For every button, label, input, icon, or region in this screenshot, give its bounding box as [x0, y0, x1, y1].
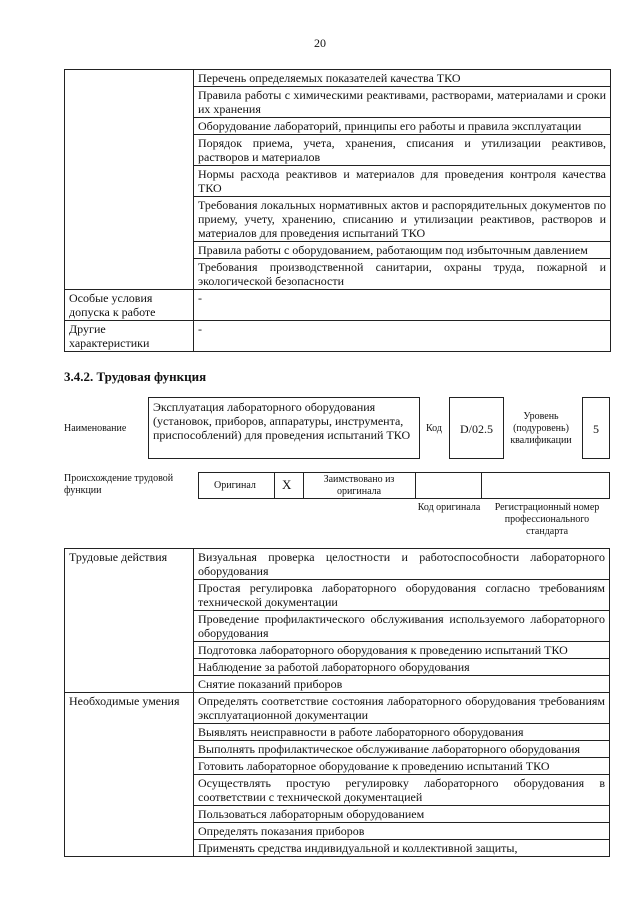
- skill-item: Выявлять неисправности в работе лабораторного оборудования: [194, 724, 610, 741]
- divider: [415, 472, 416, 499]
- code-of-original-caption: Код оригинала: [417, 502, 481, 513]
- table-row: [65, 290, 611, 321]
- skill-item: Выполнять профилактическое обслуживание лабораторного оборудования: [194, 741, 610, 758]
- required-skills-label: Необходимые умения: [65, 693, 194, 857]
- function-name: Эксплуатация лабораторного оборудования (установок, приборов, аппаратуры, инструмента, приспособлений) для проведения испытаний ТКО: [148, 397, 420, 459]
- other-characteristics-value: -: [194, 321, 611, 352]
- empty-label-cell: [65, 70, 194, 290]
- section-title: 3.4.2. Трудовая функция: [64, 369, 207, 384]
- table-row: [65, 321, 611, 352]
- labor-action-item: Простая регулировка лабораторного оборудования согласно требованиям технической документации: [194, 580, 610, 611]
- borrowed-label: Заимствовано из оригинала: [323, 474, 395, 497]
- knowledge-item: Требования производственной санитарии, охраны труда, пожарной и экологической безопасности: [194, 259, 611, 290]
- knowledge-item: Перечень определяемых показателей качества ТКО: [194, 70, 611, 87]
- skill-item: Определять показания приборов: [194, 823, 610, 840]
- code-value: D/02.5: [449, 397, 504, 459]
- skill-item: Применять средства индивидуальной и коллективной защиты,: [194, 840, 610, 857]
- knowledge-item: Требования локальных нормативных актов и распорядительных документов по приему, учету, хранению, списанию и утилизации реактивов, растворов и материалов для проведения испытаний ТКО: [194, 197, 611, 242]
- knowledge-item: Оборудование лабораторий, принципы его работы и правила эксплуатации: [194, 118, 611, 135]
- skill-item: Определять соответствие состояния лабораторного оборудования требованиям эксплуатационной документации: [194, 693, 610, 724]
- knowledge-item: Порядок приема, учета, хранения, списания и утилизации реактивов, растворов и материалов: [194, 135, 611, 166]
- special-conditions-label: Особые условия допуска к работе: [65, 290, 194, 321]
- knowledge-table: [64, 69, 611, 352]
- page-number: 20: [314, 36, 326, 50]
- name-label: Наименование: [64, 423, 127, 434]
- labor-action-item: Снятие показаний приборов: [194, 676, 610, 693]
- skill-item: Готовить лабораторное оборудование к проведению испытаний ТКО: [194, 758, 610, 775]
- divider: [481, 472, 482, 499]
- code-label: Код: [426, 423, 442, 434]
- divider: [274, 472, 275, 499]
- qualification-level-label: Уровень (подуровень) квалификации: [510, 411, 572, 446]
- registration-number-caption: Регистрационный номер профессионального стандарта: [494, 502, 600, 537]
- labor-action-item: Визуальная проверка целостности и работоспособности лабораторного оборудования: [194, 549, 610, 580]
- original-label: Оригинал: [214, 480, 256, 491]
- table-row: [65, 549, 610, 580]
- table-row: [65, 70, 611, 87]
- divider: [303, 472, 304, 499]
- labor-action-item: Подготовка лабораторного оборудования к проведению испытаний ТКО: [194, 642, 610, 659]
- labor-action-item: Проведение профилактического обслуживания используемого лабораторного оборудования: [194, 611, 610, 642]
- skill-item: Осуществлять простую регулировку лабораторного оборудования в соответствии с технической документацией: [194, 775, 610, 806]
- skill-item: Пользоваться лабораторным оборудованием: [194, 806, 610, 823]
- special-conditions-value: -: [194, 290, 611, 321]
- original-mark: X: [282, 477, 292, 492]
- table-row: [65, 693, 610, 724]
- knowledge-item: Правила работы с оборудованием, работающим под избыточным давлением: [194, 242, 611, 259]
- labor-action-item: Наблюдение за работой лабораторного оборудования: [194, 659, 610, 676]
- origin-label: Происхождение трудовой функции: [64, 473, 174, 496]
- knowledge-item: Нормы расхода реактивов и материалов для проведения контроля качества ТКО: [194, 166, 611, 197]
- knowledge-item: Правила работы с химическими реактивами, растворами, материалами и сроки их хранения: [194, 87, 611, 118]
- labor-actions-label: Трудовые действия: [65, 549, 194, 693]
- actions-skills-table: [64, 548, 610, 857]
- other-characteristics-label: Другие характеристики: [65, 321, 194, 352]
- qualification-level-value: 5: [582, 397, 610, 459]
